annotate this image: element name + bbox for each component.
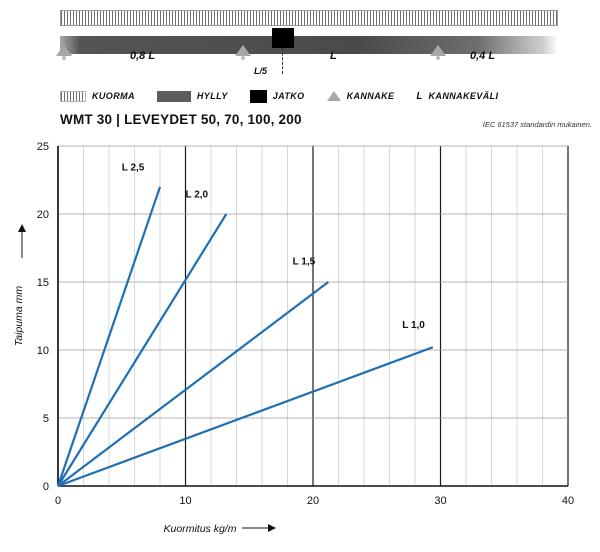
x-tick-label: 20 xyxy=(306,495,320,507)
y-tick-label: 25 xyxy=(36,141,49,153)
chart-title: WMT 30 | LEVEYDET 50, 70, 100, 200 xyxy=(60,112,302,127)
bracket-marker-3 xyxy=(430,45,446,56)
segment-label-0: 0,8 L xyxy=(130,50,156,62)
joint-icon xyxy=(250,90,267,103)
bracket-marker-2 xyxy=(235,45,251,56)
legend-label-kuorma: KUORMA xyxy=(92,91,135,101)
series-label-1: L 2,0 xyxy=(185,189,209,201)
y-tick-label: 15 xyxy=(36,277,49,289)
x-tick-label: 30 xyxy=(434,495,447,507)
series-label-2: L 1,5 xyxy=(292,256,316,268)
legend-item-kuorma xyxy=(60,91,135,102)
x-tick-label: 0 xyxy=(54,495,62,507)
legend-label-kannakevali: KANNAKEVÄLI xyxy=(428,91,499,101)
bracket-triangle-icon xyxy=(327,91,341,101)
y-axis-title: Taipuma mm xyxy=(13,285,25,347)
series-label-0: L 2,5 xyxy=(121,162,145,174)
bracket-marker-1 xyxy=(56,45,72,56)
legend-label-kannake: KANNAKE xyxy=(346,91,395,101)
chart-svg xyxy=(0,138,600,552)
legend-item-jatko xyxy=(250,90,305,103)
x-axis-arrow-head xyxy=(268,524,276,532)
deflection-chart xyxy=(0,138,600,552)
load-hatching-bar xyxy=(60,10,558,26)
segment-sub-label: L/5 xyxy=(254,66,268,76)
y-axis-arrow-head xyxy=(18,224,26,232)
support-span-diagram xyxy=(0,0,600,120)
legend-item-hylly xyxy=(157,91,228,102)
x-axis-title: Kuormitus kg/m xyxy=(163,523,237,535)
legend-label-jatko: JATKO xyxy=(272,91,305,101)
span-symbol-icon: L xyxy=(416,90,423,102)
standard-note: IEC 61537 standardin mukainen. xyxy=(482,120,592,129)
joint-marker xyxy=(272,28,294,48)
legend-item-kannake xyxy=(327,91,395,101)
shelf-icon xyxy=(157,91,191,102)
y-tick-label: 0 xyxy=(42,481,49,493)
legend-item-kannakevali xyxy=(416,91,498,102)
segment-label-1: L xyxy=(330,50,337,62)
segment-label-2: 0,4 L xyxy=(470,50,496,62)
series-label-3: L 1,0 xyxy=(402,320,425,332)
joint-dashed-line xyxy=(282,48,283,74)
x-tick-label: 10 xyxy=(179,495,192,507)
y-tick-label: 5 xyxy=(42,413,49,425)
y-tick-label: 20 xyxy=(36,209,49,221)
x-tick-label: 40 xyxy=(561,495,575,507)
y-tick-label: 10 xyxy=(36,345,49,357)
diagram-legend xyxy=(60,84,560,108)
hatching-icon xyxy=(60,91,86,102)
legend-label-hylly: HYLLY xyxy=(196,91,228,101)
